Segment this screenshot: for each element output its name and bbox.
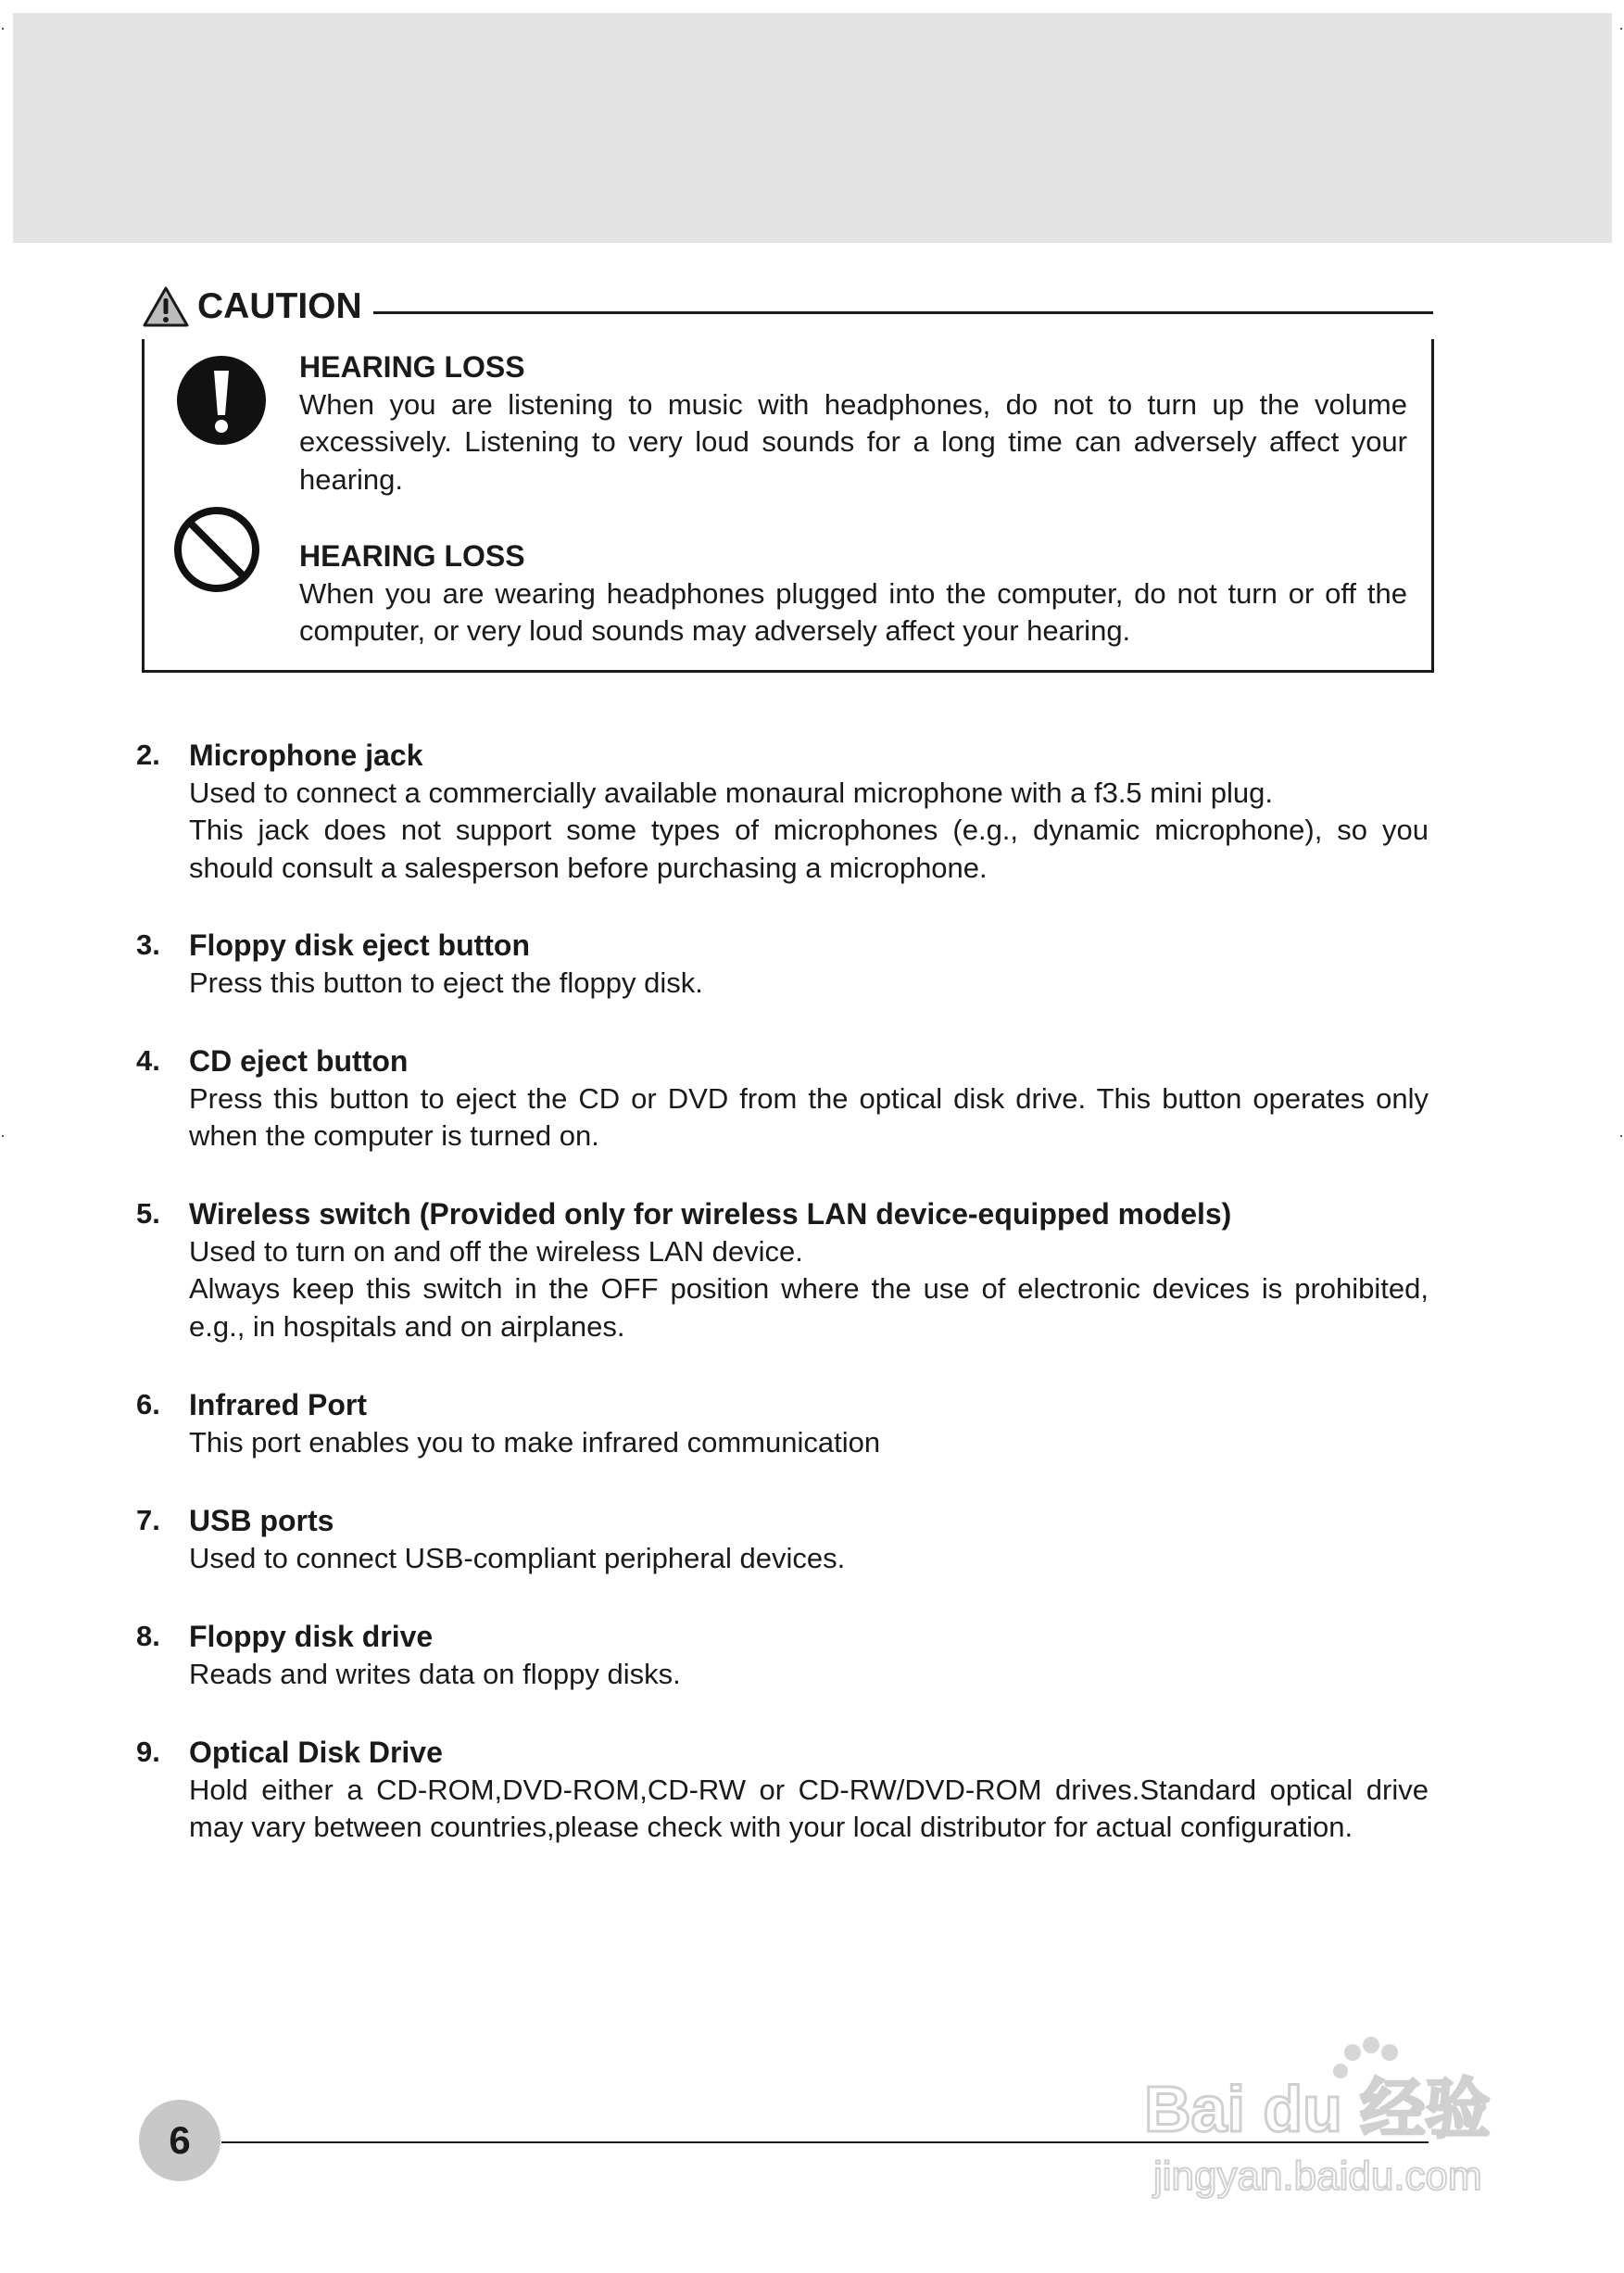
list-item bbox=[136, 1502, 1429, 1577]
exclamation-circle-icon bbox=[177, 356, 266, 445]
warning-text: When you are listening to music with headphones, do not to turn up the volume excessively. Listening to very loud sounds for a long time can adversely affect your hearing. bbox=[299, 387, 1407, 496]
item-number: 8. bbox=[136, 1620, 160, 1652]
caution-rule bbox=[373, 311, 1433, 314]
item-number: 7. bbox=[136, 1504, 160, 1536]
caution-heading bbox=[142, 285, 362, 328]
warning-1 bbox=[299, 348, 1407, 499]
list-item bbox=[136, 1386, 1429, 1461]
warning-text: When you are wearing headphones plugged into the computer, do not turn or off the computer, or very loud sounds may adversely affect your hearing. bbox=[299, 576, 1407, 648]
item-title: USB ports bbox=[189, 1504, 334, 1537]
warning-heading: HEARING LOSS bbox=[299, 539, 525, 573]
item-text: Press this button to eject the CD or DVD from the optical disk drive. This button operates only when the computer is turned on. bbox=[189, 1081, 1429, 1153]
list-item bbox=[136, 927, 1429, 1002]
item-title: Optical Disk Drive bbox=[189, 1736, 443, 1769]
item-text: Hold either a CD-ROM,DVD-ROM,CD-RW or CD-RW/DVD-ROM drives.Standard optical drive may vary between countries,please check with your local distributor for actual configuration. bbox=[189, 1773, 1429, 1844]
header-band bbox=[13, 13, 1612, 243]
list-item bbox=[136, 1618, 1429, 1693]
item-title: CD eject button bbox=[189, 1044, 409, 1078]
warning-heading: HEARING LOSS bbox=[299, 350, 525, 384]
item-title: Floppy disk eject button bbox=[189, 928, 531, 962]
item-text: Used to connect a commercially available monaural microphone with a f3.5 mini plug. bbox=[189, 776, 1273, 809]
page-number: 6 bbox=[139, 2100, 220, 2181]
item-title: Wireless switch (Provided only for wireless LAN device-equipped models) bbox=[189, 1197, 1232, 1231]
list-item bbox=[136, 1195, 1429, 1345]
baidu-watermark-logo bbox=[1144, 2025, 1533, 2201]
item-title: Infrared Port bbox=[189, 1388, 368, 1421]
item-number: 3. bbox=[136, 928, 160, 961]
item-title: Floppy disk drive bbox=[189, 1620, 434, 1653]
item-text: Reads and writes data on floppy disks. bbox=[189, 1657, 681, 1690]
item-number: 4. bbox=[136, 1044, 160, 1077]
item-text: Press this button to eject the floppy disk. bbox=[189, 966, 703, 999]
item-title: Microphone jack bbox=[189, 739, 423, 772]
warning-triangle-icon bbox=[142, 285, 190, 328]
item-text: This jack does not support some types of microphones (e.g., dynamic microphone), so you should consult a salesperson before purchasing a microphone. bbox=[189, 814, 1429, 884]
svg-text:Bai du 经验: Bai du 经验 bbox=[1144, 2073, 1491, 2145]
list-item bbox=[136, 737, 1429, 887]
crop-mark bbox=[2, 1135, 4, 1137]
item-text: Always keep this switch in the OFF position where the use of electronic devices is prohibited, e.g., in hospitals and on airplanes. bbox=[189, 1272, 1429, 1343]
warning-2 bbox=[299, 537, 1407, 650]
prohibition-icon bbox=[173, 506, 260, 593]
item-text: Used to turn on and off the wireless LAN device. bbox=[189, 1234, 803, 1268]
list-item bbox=[136, 1042, 1429, 1155]
caution-title: CAUTION bbox=[197, 286, 362, 326]
list-item bbox=[136, 1734, 1429, 1847]
item-number: 6. bbox=[136, 1388, 160, 1421]
crop-mark bbox=[1620, 28, 1622, 30]
crop-mark bbox=[1620, 1135, 1622, 1137]
item-text: This port enables you to make infrared communication bbox=[189, 1425, 881, 1459]
svg-text:jingyan.baidu.com: jingyan.baidu.com bbox=[1153, 2153, 1482, 2199]
item-number: 9. bbox=[136, 1736, 160, 1768]
crop-mark bbox=[2, 28, 4, 30]
item-number: 2. bbox=[136, 739, 160, 771]
item-number: 5. bbox=[136, 1197, 160, 1230]
item-text: Used to connect USB-compliant peripheral devices. bbox=[189, 1541, 846, 1574]
